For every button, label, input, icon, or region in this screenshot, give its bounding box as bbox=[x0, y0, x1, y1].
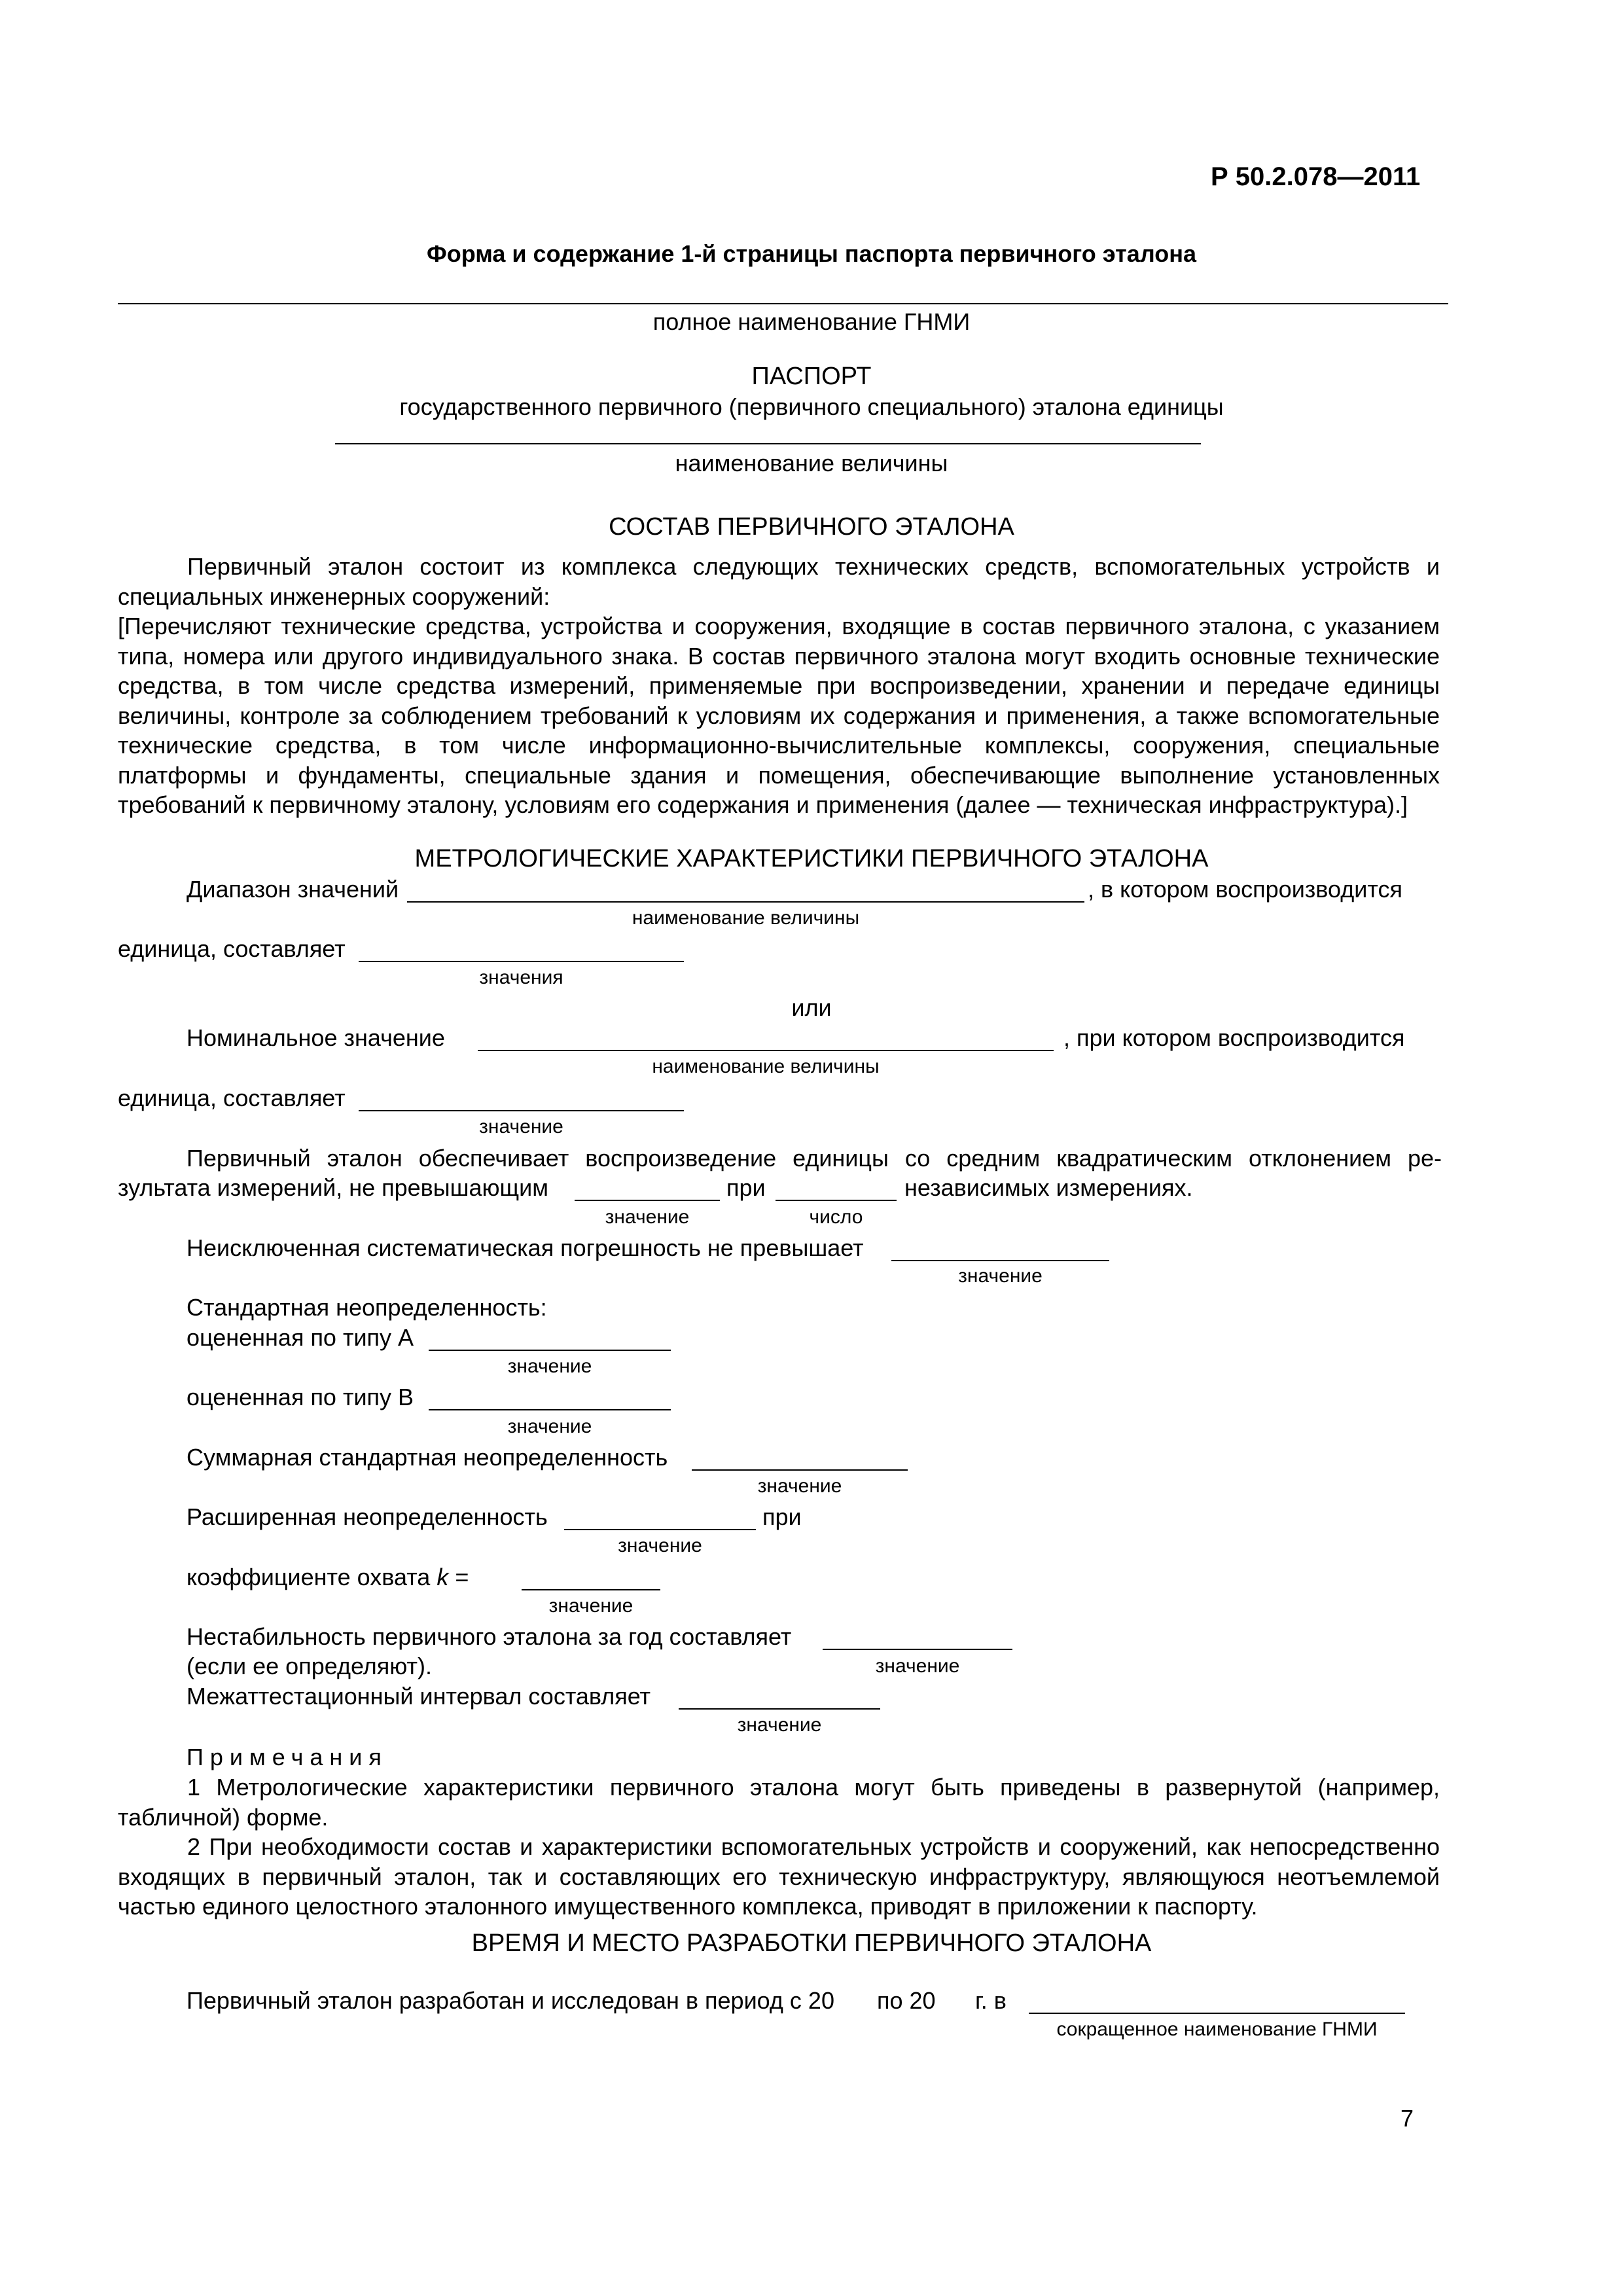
coverage-blank[interactable] bbox=[522, 1589, 660, 1590]
sko-value-caption: значение bbox=[605, 1206, 690, 1228]
coverage-caption: значение bbox=[548, 1595, 633, 1617]
development-gnmi-blank[interactable] bbox=[1029, 2013, 1405, 2014]
systematic-blank[interactable] bbox=[891, 1260, 1109, 1261]
instability-note: (если ее определяют). bbox=[187, 1653, 432, 1679]
std-uncertainty-label: Стандартная неопределенность: bbox=[187, 1294, 547, 1321]
sko-number-caption: число bbox=[809, 1206, 863, 1228]
range-suffix: , в котором воспроизводится bbox=[1088, 876, 1402, 903]
nominal-suffix: , при котором воспроизводится bbox=[1063, 1024, 1405, 1051]
range-label: Диапазон значений bbox=[187, 876, 399, 903]
type-b-blank[interactable] bbox=[429, 1409, 671, 1410]
coverage-text: коэффициенте охвата bbox=[187, 1564, 431, 1590]
gnmi-name-caption: полное наименование ГНМИ bbox=[652, 308, 971, 335]
composition-intro bbox=[118, 552, 1440, 611]
combined-blank[interactable] bbox=[692, 1469, 908, 1471]
sko-line-1: Первичный эталон обеспечивает воспроизведение единицы со средним квадратическим отклонением ре- bbox=[187, 1145, 1442, 1172]
coverage-var: k bbox=[437, 1564, 449, 1590]
development-sentence-b: по 20 bbox=[877, 1987, 936, 2014]
sko-number-blank[interactable] bbox=[776, 1200, 897, 1201]
sko-line-2a: зультата измерений, не превышающим bbox=[118, 1174, 549, 1201]
type-a-label: оцененная по типу А bbox=[187, 1324, 414, 1351]
type-b-label: оцененная по типу В bbox=[187, 1384, 414, 1410]
unit-label: единица, составляет bbox=[118, 935, 346, 962]
type-a-caption: значение bbox=[507, 1355, 592, 1377]
development-heading: ВРЕМЯ И МЕСТО РАЗРАБОТКИ ПЕРВИЧНОГО ЭТАЛОНА bbox=[471, 1929, 1152, 1957]
instability-caption: значение bbox=[875, 1655, 960, 1677]
nominal-label: Номинальное значение bbox=[187, 1024, 445, 1051]
expanded-label: Расширенная неопределенность bbox=[187, 1503, 548, 1530]
composition-heading: СОСТАВ ПЕРВИЧНОГО ЭТАЛОНА bbox=[609, 513, 1014, 541]
passport-title: ПАСПОРТ bbox=[751, 363, 872, 390]
notes-title: Примечания bbox=[187, 1744, 388, 1770]
composition-instruction: [Перечисляют технические средства, устройства и сооружения, входящие в состав первичного эталона, с указанием типа, номера или другого индивидуального знака. В состав первичного эталона могут входить основные технические средства, в том числе средства измерений, применяемые при воспроизведении, хранении и передаче единицы величины, контроле за соблюдением требований к условиям их содержания и применения, а также вспомогательные технические средства, в том числе информационно-вычислительные комплексы, сооружения, специальные платформы и фундаменты, специальные здания и помещения, обеспечивающие выполнение установленных требований к первичному эталону, условиям его содержания и применения (далее — техническая инфраструктура).] bbox=[118, 613, 1440, 818]
note-1-text: 1 Метрологические характеристики первичного эталона могут быть приведены в развернутой (например, табличной) форме. bbox=[118, 1774, 1440, 1831]
sko-line-2c: независимых измерениях. bbox=[904, 1174, 1193, 1201]
note-1 bbox=[118, 1772, 1440, 1832]
passport-subtitle: государственного первичного (первичного специального) эталона единицы bbox=[399, 393, 1224, 420]
values-caption: значения bbox=[479, 967, 563, 988]
or-text: или bbox=[791, 994, 832, 1021]
expanded-caption: значение bbox=[618, 1535, 702, 1556]
document-code: Р 50.2.078—2011 bbox=[1211, 162, 1421, 191]
development-sentence-a: Первичный эталон разработан и исследован в период с 20 bbox=[187, 1987, 834, 2014]
range-values-blank[interactable] bbox=[359, 961, 684, 962]
composition-intro-text: Первичный эталон состоит из комплекса следующих технических средств, вспомогательных устройств и специальных инженерных сооружений: bbox=[118, 553, 1440, 610]
instability-label: Нестабильность первичного эталона за год составляет bbox=[187, 1623, 792, 1650]
page-number: 7 bbox=[1400, 2105, 1414, 2132]
coverage-eq: = bbox=[455, 1564, 469, 1590]
sko-line-2b: при bbox=[726, 1174, 766, 1201]
range-quantity-blank[interactable] bbox=[407, 901, 1084, 903]
metrology-heading: МЕТРОЛОГИЧЕСКИЕ ХАРАКТЕРИСТИКИ ПЕРВИЧНОГО ЭТАЛОНА bbox=[414, 845, 1209, 872]
note-2-text: 2 При необходимости состав и характеристики вспомогательных устройств и сооружений, как непосредственно входящих в первичный эталон, так и составляющих его техническую инфраструктуру, являющуюся неотъемлемой частью единого целостного эталонного имущественного комплекса, приводят в приложении к паспорту. bbox=[118, 1833, 1440, 1920]
combined-label: Суммарная стандартная неопределенность bbox=[187, 1444, 668, 1471]
nominal-quantity-blank[interactable] bbox=[478, 1050, 1054, 1051]
nominal-value-blank[interactable] bbox=[359, 1110, 684, 1111]
instability-blank[interactable] bbox=[823, 1649, 1012, 1650]
sko-value-blank[interactable] bbox=[575, 1200, 720, 1201]
form-title: Форма и содержание 1-й страницы паспорта первичного эталона bbox=[427, 240, 1196, 267]
value-caption: значение bbox=[479, 1116, 563, 1138]
coverage-label bbox=[187, 1563, 469, 1592]
nominal-caption: наименование величины bbox=[652, 1056, 880, 1077]
systematic-caption: значение bbox=[958, 1265, 1043, 1287]
development-sentence-c: г. в bbox=[975, 1987, 1007, 2014]
note-2 bbox=[118, 1832, 1440, 1922]
unit-label-2: единица, составляет bbox=[118, 1085, 346, 1111]
interval-label: Межаттестационный интервал составляет bbox=[187, 1683, 651, 1710]
gnmi-name-line bbox=[118, 303, 1448, 304]
interval-blank[interactable] bbox=[679, 1708, 880, 1710]
quantity-name-line bbox=[335, 443, 1201, 444]
systematic-label: Неисключенная систематическая погрешность не превышает bbox=[187, 1234, 864, 1261]
quantity-name-caption: наименование величины bbox=[675, 450, 948, 476]
development-gnmi-caption: сокращенное наименование ГНМИ bbox=[1056, 2018, 1378, 2040]
interval-caption: значение bbox=[737, 1714, 822, 1736]
type-a-blank[interactable] bbox=[429, 1350, 671, 1351]
expanded-blank[interactable] bbox=[564, 1529, 756, 1530]
combined-caption: значение bbox=[757, 1475, 842, 1497]
expanded-suffix: при bbox=[762, 1503, 802, 1530]
type-b-caption: значение bbox=[507, 1416, 592, 1437]
range-caption: наименование величины bbox=[632, 907, 860, 929]
